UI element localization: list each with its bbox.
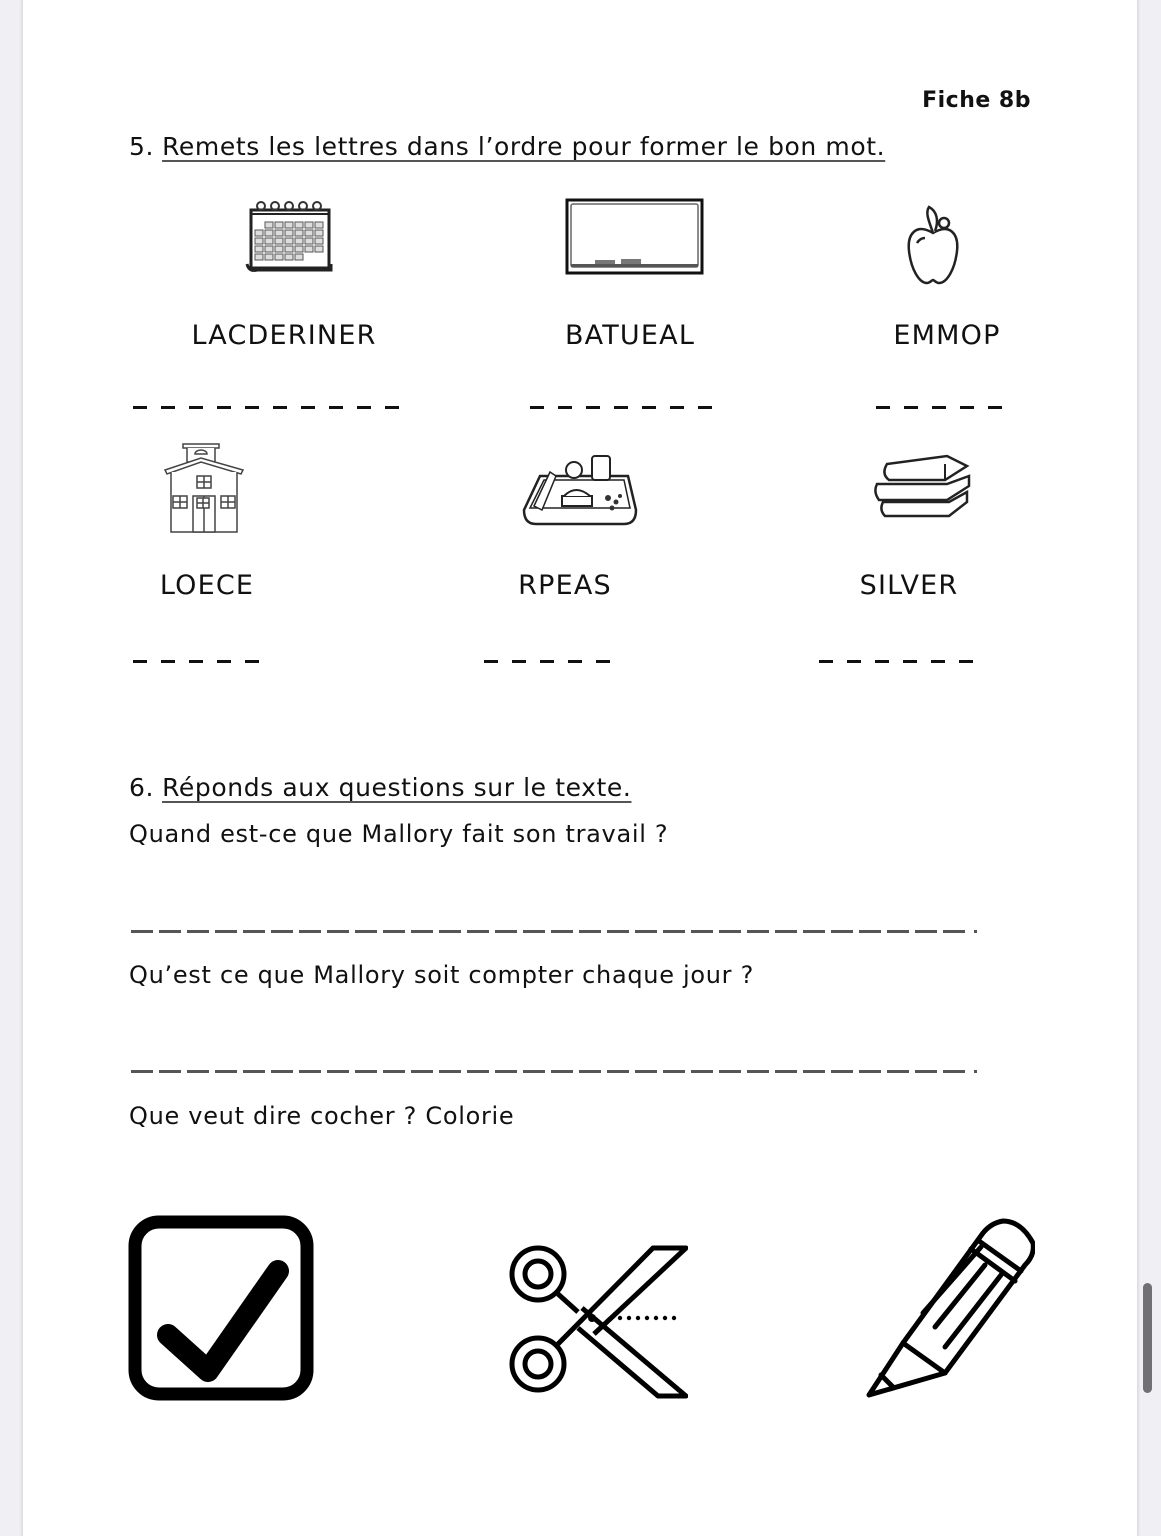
section-6-number: 6. — [129, 773, 155, 802]
sheet-label: Fiche 8b — [922, 88, 1031, 113]
answer-blanks-5[interactable] — [484, 660, 610, 663]
school-icon — [163, 440, 247, 538]
section-6-instruction: Réponds aux questions sur le texte. — [162, 773, 632, 802]
question-3: Que veut dire cocher ? Colorie — [129, 1102, 515, 1130]
scrambled-word-5: RPEAS — [518, 570, 612, 601]
scissors-icon[interactable] — [508, 1238, 688, 1404]
checkbox-checked-icon[interactable] — [128, 1215, 314, 1405]
answer-blanks-3[interactable] — [876, 406, 1002, 409]
scrambled-word-1: LACDERINER — [191, 320, 377, 351]
section-5-title — [129, 132, 885, 161]
question-1: Quand est-ce que Mallory fait son travail ? — [129, 820, 669, 848]
question-2: Qu’est ce que Mallory soit compter chaque jour ? — [129, 961, 755, 989]
lunch-tray-icon — [520, 452, 638, 532]
worksheet-page — [23, 0, 1137, 1536]
section-6-title — [129, 773, 631, 802]
answer-blanks-2[interactable] — [530, 406, 712, 409]
apple-icon — [903, 203, 963, 291]
scrambled-word-3: EMMOP — [893, 320, 1001, 351]
scrollbar-thumb[interactable] — [1143, 1283, 1152, 1393]
section-5-instruction: Remets les lettres dans l’ordre pour former le bon mot. — [162, 132, 886, 161]
scrambled-word-6: SILVER — [859, 570, 959, 601]
answer-blanks-1[interactable] — [133, 406, 399, 409]
section-5-number: 5. — [129, 132, 155, 161]
answer-blanks-4[interactable] — [133, 660, 259, 663]
pencil-icon[interactable] — [863, 1213, 1035, 1407]
scrambled-word-4: LOECE — [159, 570, 255, 601]
scrambled-word-2: BATUEAL — [564, 320, 696, 351]
calendar-icon — [243, 198, 335, 280]
answer-blanks-6[interactable] — [819, 660, 973, 663]
answer-line-1[interactable] — [131, 930, 971, 933]
blackboard-icon — [565, 198, 705, 280]
answer-line-2[interactable] — [131, 1070, 971, 1073]
books-icon — [871, 450, 973, 530]
